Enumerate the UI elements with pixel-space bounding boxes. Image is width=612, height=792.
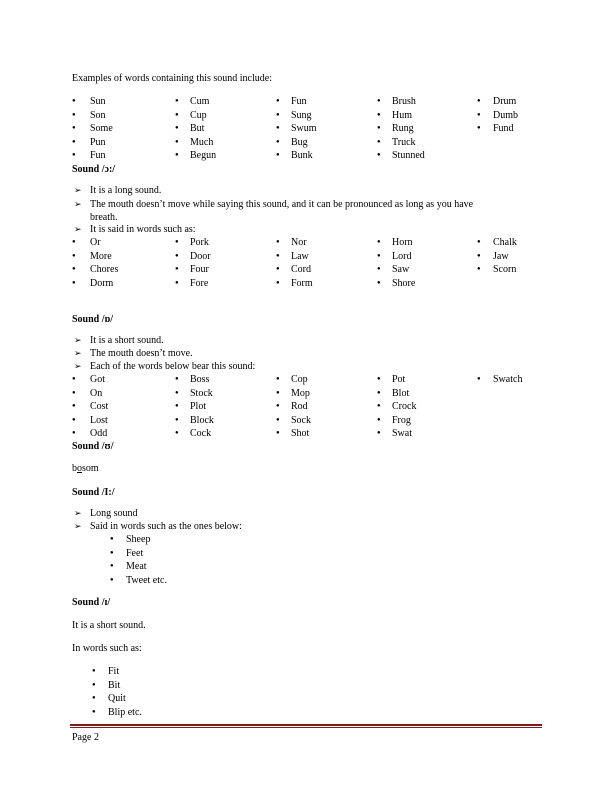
point-text: The mouth doesn’t move.: [90, 348, 193, 359]
word-item: Frog: [392, 414, 411, 426]
word-item: Bug: [291, 136, 308, 148]
bullet-icon: ●: [92, 668, 96, 674]
word-item: Dumb: [493, 109, 518, 121]
word-item: More: [90, 250, 112, 262]
word-item: Quit: [108, 693, 126, 704]
point-text: Said in words such as the ones below:: [90, 521, 242, 532]
point-text: It is said in words such as:: [90, 224, 196, 235]
bullet-icon: ●: [175, 403, 179, 409]
word-item: Tweet etc.: [126, 574, 167, 586]
bullet-icon: ●: [276, 138, 280, 145]
point-text: It is a long sound.: [90, 185, 162, 196]
word-item: Or: [90, 237, 101, 248]
word-item: Cock: [190, 428, 212, 439]
bullet-icon: ●: [175, 98, 179, 104]
word-item: Sung: [291, 109, 312, 121]
word-item: Mop: [291, 387, 310, 399]
arrow-bullet-icon: ➢: [74, 361, 82, 371]
bullet-icon: ●: [72, 239, 76, 245]
bullet-icon: ●: [276, 111, 280, 118]
point-text: breath.: [90, 212, 118, 223]
word-item: Door: [190, 250, 211, 262]
word-item: Chores: [90, 264, 119, 275]
bullet-icon: ●: [92, 681, 96, 688]
word-item: Blip etc.: [108, 706, 142, 718]
bullet-icon: ●: [477, 125, 481, 131]
arrow-bullet-icon: ➢: [74, 508, 82, 518]
word-item: Swat: [392, 428, 412, 439]
word-item: Plot: [190, 401, 207, 412]
point-text: Each of the words below bear this sound:: [90, 361, 256, 372]
bullet-icon: ●: [72, 416, 76, 423]
word-item: Cost: [90, 401, 109, 412]
bullet-icon: ●: [276, 403, 280, 409]
bullet-icon: ●: [72, 138, 76, 145]
word-item: Horn: [392, 237, 413, 248]
bullet-icon: ●: [276, 389, 280, 396]
arrow-bullet-icon: ➢: [74, 348, 82, 358]
word-item: But: [190, 123, 205, 134]
section-heading: Sound /ɪ/: [72, 597, 111, 608]
bullet-icon: ●: [175, 239, 179, 245]
bullet-icon: ●: [377, 279, 381, 286]
bullet-icon: ●: [72, 111, 76, 118]
word-item: Son: [90, 109, 106, 121]
word-item: Fit: [108, 666, 120, 677]
word-item: Feet: [126, 547, 144, 559]
bullet-icon: ●: [175, 266, 179, 272]
word-item: Truck: [392, 136, 416, 148]
bullet-icon: ●: [175, 125, 179, 131]
word-item: Much: [190, 136, 214, 148]
footer-rule: [70, 724, 542, 726]
bullet-icon: ●: [377, 252, 381, 259]
word-item: Brush: [392, 96, 416, 107]
word-item: Cum: [190, 96, 210, 107]
bullet-icon: ●: [72, 389, 76, 396]
bullet-icon: ●: [377, 403, 381, 409]
arrow-bullet-icon: ➢: [74, 335, 82, 345]
bullet-icon: ●: [477, 252, 481, 259]
word-item: Stock: [190, 387, 213, 399]
word-item: Sheep: [126, 534, 151, 545]
body-text: In words such as:: [72, 643, 142, 654]
bullet-icon: ●: [477, 266, 481, 272]
word-item: Fun: [291, 96, 307, 107]
bullet-icon: ●: [72, 125, 76, 131]
bullet-icon: ●: [377, 111, 381, 118]
word-item: Chalk: [493, 237, 517, 248]
bullet-icon: ●: [477, 98, 481, 104]
bullet-icon: ●: [377, 416, 381, 423]
bullet-icon: ●: [276, 252, 280, 259]
word-item: Blot: [392, 387, 410, 399]
section-heading: Sound /ʊ/: [72, 441, 114, 452]
word-item: Meat: [126, 561, 147, 572]
bullet-icon: ●: [92, 708, 96, 715]
bullet-icon: ●: [175, 111, 179, 118]
word-item: Fore: [190, 277, 209, 289]
word-item: Bunk: [291, 150, 313, 161]
word-item: Boss: [190, 374, 210, 385]
arrow-bullet-icon: ➢: [74, 185, 82, 195]
arrow-bullet-icon: ➢: [74, 199, 82, 209]
word-item: Cup: [190, 109, 207, 121]
bullet-icon: ●: [377, 266, 381, 272]
word-item: Odd: [90, 428, 108, 439]
bullet-icon: ●: [276, 152, 280, 158]
bullet-icon: ●: [72, 403, 76, 409]
word-item: Rod: [291, 401, 308, 412]
word-item: Sock: [291, 414, 311, 426]
word-item: Swatch: [493, 374, 523, 385]
word-item: Block: [190, 414, 214, 426]
word-item: Four: [190, 264, 209, 275]
bullet-icon: ●: [110, 549, 114, 556]
bullet-icon: ●: [110, 536, 114, 542]
word-item: Rung: [392, 123, 414, 134]
bullet-icon: ●: [110, 563, 114, 569]
word-item: Bit: [108, 679, 121, 691]
bullet-icon: ●: [276, 239, 280, 245]
bullet-icon: ●: [175, 252, 179, 259]
page-number: Page 2: [72, 732, 99, 743]
bullet-icon: ●: [72, 430, 76, 436]
word-item: Lord: [392, 250, 412, 262]
bullet-icon: ●: [477, 239, 481, 245]
bullet-icon: ●: [276, 279, 280, 286]
word-item: Some: [90, 123, 113, 134]
bullet-icon: ●: [377, 98, 381, 104]
intro-text: Examples of words containing this sound include:: [72, 73, 272, 84]
word-item: Jaw: [493, 250, 509, 262]
point-text: The mouth doesn’t move while saying this sound, and it can be pronounced as long as you have: [90, 199, 474, 210]
bullet-icon: ●: [72, 152, 76, 158]
word-item: Pun: [90, 136, 106, 148]
body-text: It is a short sound.: [72, 620, 146, 631]
word-item: Begun: [190, 150, 217, 161]
bullet-icon: ●: [175, 430, 179, 436]
arrow-bullet-icon: ➢: [74, 521, 82, 531]
word-item: Shore: [392, 277, 416, 289]
word-item: Sun: [90, 96, 106, 107]
bullet-icon: ●: [110, 576, 114, 583]
word-item: Lost: [90, 414, 108, 426]
bullet-icon: ●: [477, 111, 481, 118]
example-word-part: b: [72, 463, 77, 474]
word-item: Stunned: [392, 150, 425, 161]
word-item: Fun: [90, 150, 106, 161]
word-item: Cord: [291, 264, 311, 275]
footer-rule-thin: [70, 727, 542, 728]
bullet-icon: ●: [175, 279, 179, 286]
word-item: Form: [291, 277, 313, 289]
bullet-icon: ●: [276, 416, 280, 423]
word-item: On: [90, 387, 103, 399]
bullet-icon: ●: [72, 376, 76, 382]
bullet-icon: ●: [377, 125, 381, 131]
bullet-icon: ●: [276, 266, 280, 272]
bullet-icon: ●: [377, 376, 381, 382]
word-item: Hum: [392, 109, 412, 121]
word-item: Shot: [291, 428, 310, 439]
bullet-icon: ●: [377, 239, 381, 245]
example-word-part: som: [82, 463, 99, 474]
bullet-icon: ●: [175, 389, 179, 396]
word-item: Pork: [190, 237, 209, 248]
bullet-icon: ●: [276, 125, 280, 131]
word-item: Crock: [392, 401, 417, 412]
word-item: Nor: [291, 237, 307, 248]
word-item: Dorm: [90, 277, 114, 289]
bullet-icon: ●: [175, 416, 179, 423]
section-heading: Sound /ɔ:/: [72, 164, 116, 175]
example-word: [72, 462, 99, 475]
bullet-icon: ●: [377, 389, 381, 396]
word-item: Saw: [392, 264, 410, 275]
bullet-icon: ●: [276, 376, 280, 382]
word-item: Drum: [493, 96, 517, 107]
point-text: Long sound: [90, 508, 138, 519]
point-text: It is a short sound.: [90, 335, 164, 346]
word-item: Swum: [291, 123, 317, 134]
bullet-icon: ●: [72, 279, 76, 286]
word-item: Law: [291, 250, 309, 262]
bullet-icon: ●: [377, 152, 381, 158]
bullet-icon: ●: [175, 138, 179, 145]
word-item: Cop: [291, 374, 308, 385]
bullet-icon: ●: [377, 430, 381, 436]
bullet-icon: ●: [477, 376, 481, 382]
bullet-icon: ●: [377, 138, 381, 145]
arrow-bullet-icon: ➢: [74, 224, 82, 234]
bullet-icon: ●: [92, 695, 96, 701]
word-item: Pot: [392, 374, 406, 385]
word-item: Fund: [493, 123, 514, 134]
section-heading: Sound /I:/: [72, 487, 115, 498]
bullet-icon: ●: [276, 98, 280, 104]
bullet-icon: ●: [276, 430, 280, 436]
word-item: Scorn: [493, 264, 517, 275]
word-item: Got: [90, 374, 105, 385]
bullet-icon: ●: [175, 152, 179, 158]
example-word-part: o: [77, 463, 82, 474]
bullet-icon: ●: [72, 266, 76, 272]
section-heading: Sound /ɒ/: [72, 314, 114, 325]
bullet-icon: ●: [175, 376, 179, 382]
bullet-icon: ●: [72, 252, 76, 259]
bullet-icon: ●: [72, 98, 76, 104]
